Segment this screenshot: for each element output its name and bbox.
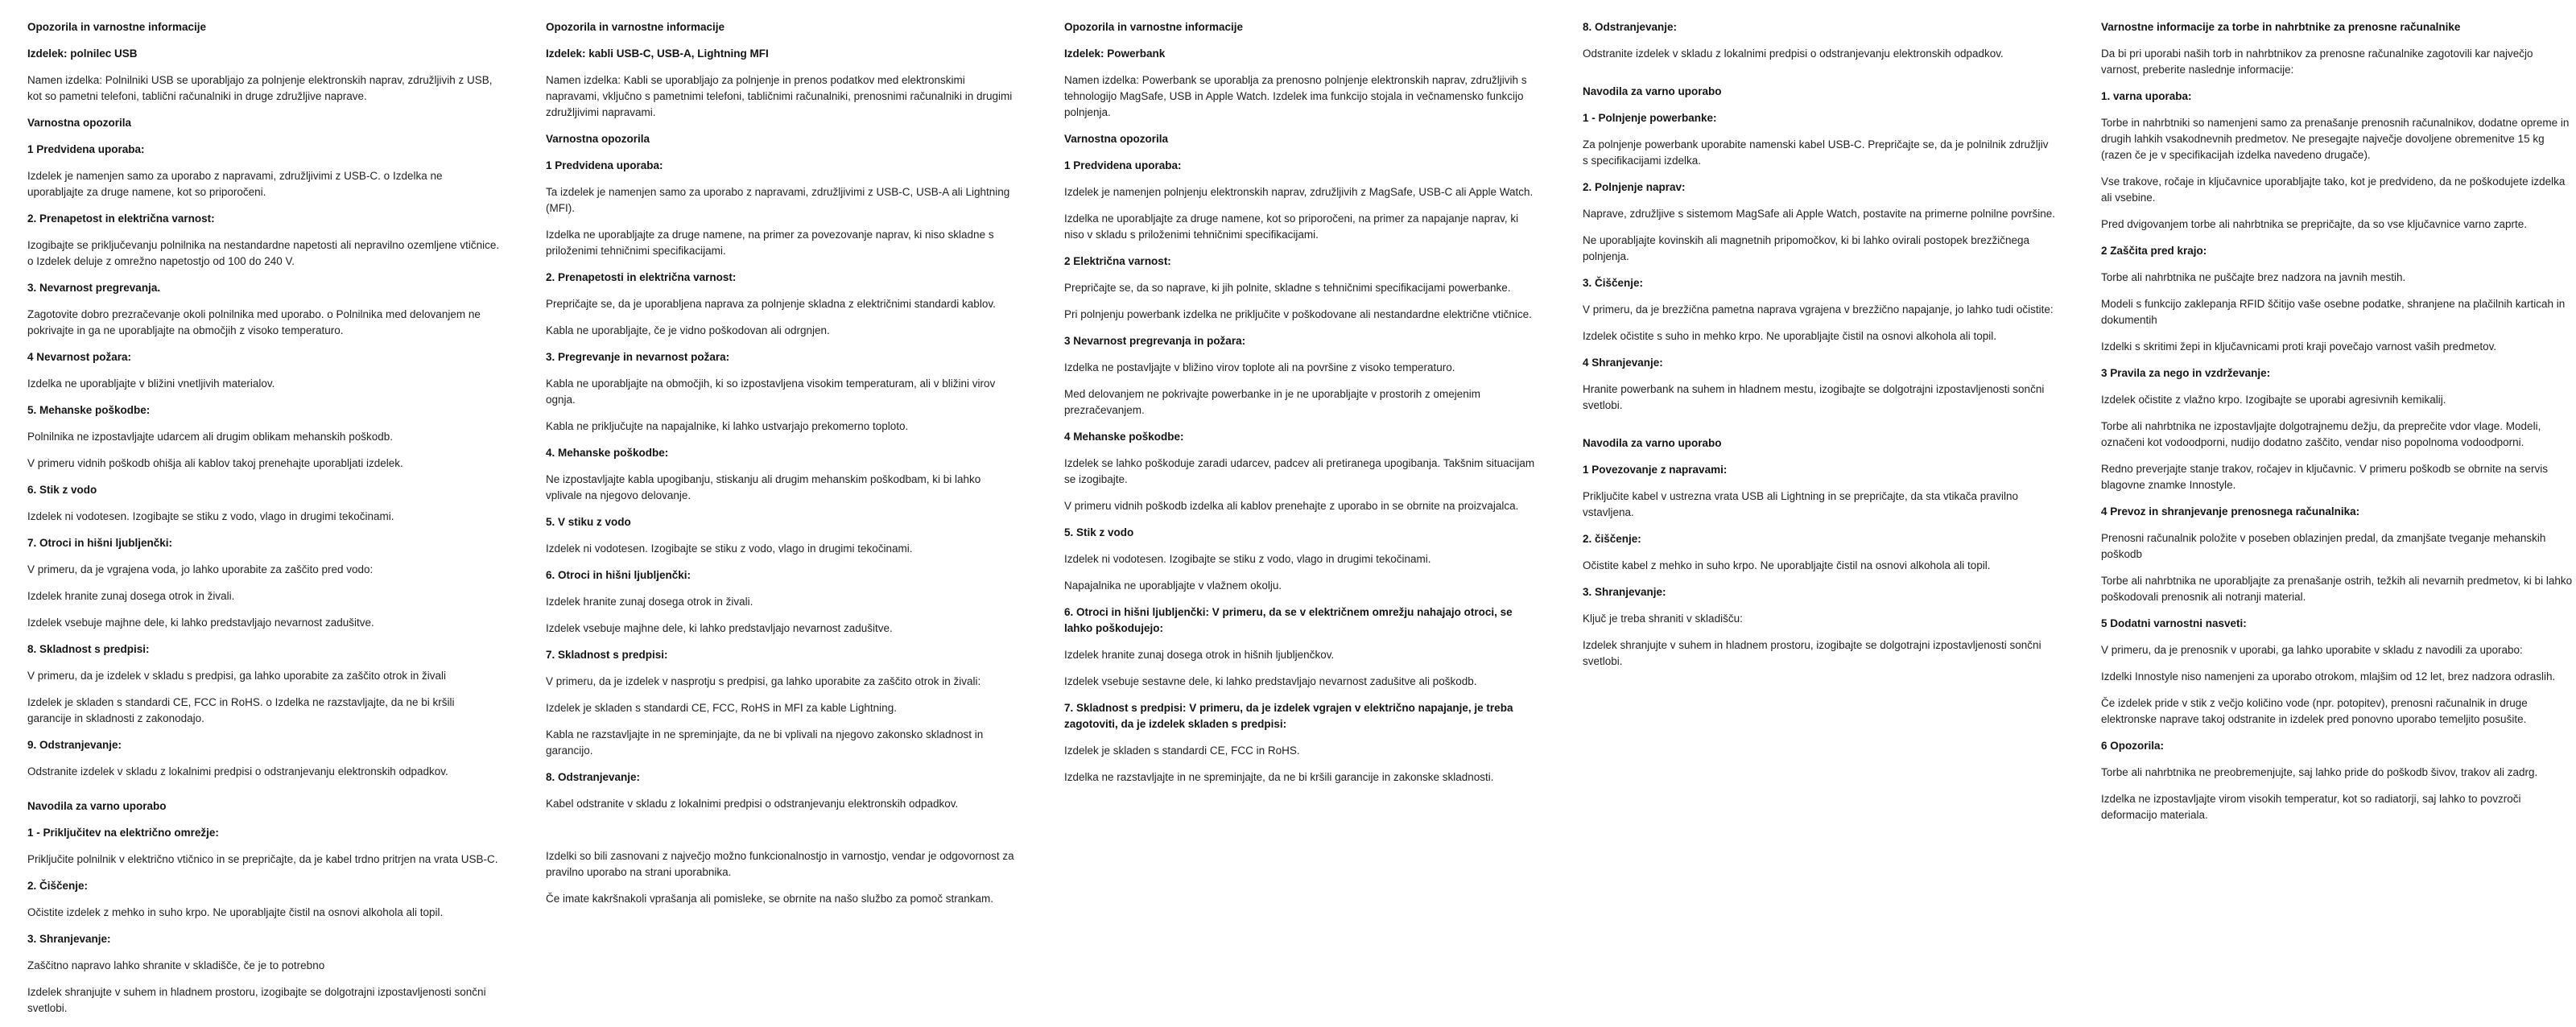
column-cables xyxy=(546,19,1019,918)
paragraph: Očistite kabel z mehko in suho krpo. Ne uporabljajte čistil na osnovi alkohola ali topil. xyxy=(1583,559,1991,571)
paragraph: V primeru vidnih poškodb ohišja ali kablov takoj prenehajte uporabljati izdelek. xyxy=(27,457,403,469)
paragraph: Torbe ali nahrbtnika ne preobremenjujte, saj lahko pride do poškodb šivov, trakov ali zadrg. xyxy=(2101,766,2538,778)
section-heading: 4 Mehanske poškodbe: xyxy=(1064,431,1184,443)
paragraph: Priključite polnilnik v električno vtičnico in se prepričajte, da je kabel trdno pritrjen na vrata USB-C. xyxy=(27,853,498,865)
section-heading: 1 Predvidena uporaba: xyxy=(27,143,145,155)
section-heading: Navodila za varno uporabo xyxy=(1583,437,1722,449)
section-heading: 4 Shranjevanje: xyxy=(1583,357,1663,369)
column-powerbank-usage xyxy=(1583,19,2056,680)
section-heading: 1 - Priključitev na električno omrežje: xyxy=(27,827,219,839)
section-heading: 1 Predvidena uporaba: xyxy=(1064,159,1182,171)
section-heading: 4. Mehanske poškodbe: xyxy=(546,447,669,459)
section-heading: 3. Nevarnost pregrevanja. xyxy=(27,282,161,294)
paragraph: Izdelek je skladen s standardi CE, FCC in RoHS. xyxy=(1064,744,1300,757)
section-heading: 1 Povezovanje z napravami: xyxy=(1583,464,1728,476)
section-heading: Opozorila in varnostne informacije xyxy=(27,21,207,33)
section-heading: Varnostna opozorila xyxy=(1064,133,1169,145)
paragraph: Izdelek očistite s suho in mehko krpo. Ne uporabljajte čistil na osnovi alkohola ali topil. xyxy=(1583,330,1997,342)
paragraph: Namen izdelka: Kabli se uporabljajo za polnjenje in prenos podatkov med elektronskimi napravami, vključno s pametnimi telefoni, tabličnimi računalniki, prenosnimi računalniki in drugimi združljivimi napravami. xyxy=(546,74,1013,118)
paragraph: Kabla ne uporabljajte, če je vidno poškodovan ali odrgnjen. xyxy=(546,324,830,336)
paragraph: Torbe ali nahrbtnika ne puščajte brez nadzora na javnih mestih. xyxy=(2101,271,2406,283)
section-heading: 1. varna uporaba: xyxy=(2101,90,2192,102)
paragraph: Izdelek je skladen s standardi CE, FCC, RoHS in MFI za kable Lightning. xyxy=(546,702,897,714)
vertical-spacer xyxy=(1583,424,2056,435)
paragraph: Izdelek je namenjen polnjenju elektronskih naprav, združljivih z MagSafe, USB-C ali Apple Watch. xyxy=(1064,186,1534,198)
section-heading: 2. Polnjenje naprav: xyxy=(1583,181,1686,193)
paragraph: Namen izdelka: Powerbank se uporablja za prenosno polnjenje elektronskih naprav, združljivih s tehnologijo MagSafe, USB in Apple Watch. Izdelek ima funkcijo stojala in večnamensko funkcijo polnjenja. xyxy=(1064,74,1527,118)
section-heading: 3. Čiščenje: xyxy=(1583,277,1644,289)
paragraph: Torbe in nahrbtniki so namenjeni samo za prenašanje prenosnih računalnikov, dodatne opreme in drugih lahkih vsakodnevnih predmetov. Ne presegajte največje dovoljene obremenitve 15 kg (razen če je v specifikacijah izdelka navedeno drugače). xyxy=(2101,117,2570,161)
section-heading: 8. Odstranjevanje: xyxy=(1583,21,1678,33)
paragraph: Za polnjenje powerbank uporabite namenski kabel USB-C. Prepričajte se, da je polnilnik združljiv s specifikacijami izdelka. xyxy=(1583,138,2049,167)
paragraph: Zagotovite dobro prezračevanje okoli polnilnika med uporabo. o Polnilnika med delovanjem ne pokrivajte in ga ne uporabljajte na območjih z visoko temperaturo. xyxy=(27,308,481,336)
paragraph: Očistite izdelek z mehko in suho krpo. Ne uporabljajte čistil na osnovi alkohola ali topil. xyxy=(27,906,444,918)
section-heading: 6. Otroci in hišni ljubljenčki: xyxy=(546,569,691,581)
section-heading: 2 Zaščita pred krajo: xyxy=(2101,245,2207,257)
section-heading: 2. Čiščenje: xyxy=(27,880,89,892)
paragraph: Izdelek ni vodotesen. Izogibajte se stiku z vodo, vlago in drugimi tekočinami. xyxy=(546,542,913,555)
section-heading: Opozorila in varnostne informacije xyxy=(546,21,725,33)
paragraph: Izdelek ni vodotesen. Izogibajte se stiku z vodo, vlago in drugimi tekočinami. xyxy=(1064,553,1431,565)
section-heading: 3. Shranjevanje: xyxy=(27,933,111,945)
section-heading: 7. Otroci in hišni ljubljenčki: xyxy=(27,537,173,549)
paragraph: Hranite powerbank na suhem in hladnem mestu, izogibajte se dolgotrajni izpostavljenosti sončni svetlobi. xyxy=(1583,383,2045,411)
paragraph: Kabla ne razstavljajte in ne spreminjajte, da ne bi vplivali na njegovo zakonsko skladnost in garancijo. xyxy=(546,728,984,757)
section-heading: 7. Skladnost s predpisi: V primeru, da je izdelek vgrajen v električno napajanje, je treba zagotoviti, da je izdelek skladen s predpisi: xyxy=(1064,702,1513,730)
paragraph: Priključite kabel v ustrezna vrata USB ali Lightning in se prepričajte, da sta vtikača pravilno vstavljena. xyxy=(1583,490,2019,518)
paragraph: Izdelki Innostyle niso namenjeni za uporabo otrokom, mlajšim od 12 let, brez nadzora odraslih. xyxy=(2101,670,2556,683)
paragraph: Redno preverjajte stanje trakov, ročajev in ključavnic. V primeru poškodb se obrnite na servis blagovne znamke Innostyle. xyxy=(2101,463,2549,491)
column-charger-usb xyxy=(27,19,501,1027)
section-heading: Izdelek: polnilec USB xyxy=(27,47,138,60)
paragraph: V primeru, da je brezžična pametna naprava vgrajena v brezžično napajanje, jo lahko tudi očistite: xyxy=(1583,303,2054,316)
paragraph: Izdelki s skritimi žepi in ključavnicami proti kraji povečajo varnost vaših predmetov. xyxy=(2101,340,2497,353)
paragraph: Izdelka ne uporabljajte v bližini vnetljivih materialov. xyxy=(27,377,275,390)
paragraph: Izdelka ne postavljajte v bližino virov toplote ali na površine z visoko temperaturo. xyxy=(1064,361,1455,373)
section-heading: 2. čiščenje: xyxy=(1583,533,1641,545)
paragraph: Izdelka ne uporabljajte za druge namene, na primer za povezovanje naprav, ki niso skladne s priloženimi tehničnimi specifikacijami. xyxy=(546,229,994,257)
section-heading: 3 Nevarnost pregrevanja in požara: xyxy=(1064,335,1246,347)
paragraph: Da bi pri uporabi naših torb in nahrbtnikov za prenosne računalnike zagotovili kar največjo varnost, preberite naslednje informacije: xyxy=(2101,47,2533,76)
paragraph: Ne izpostavljajte kabla upogibanju, stiskanju ali drugim mehanskim poškodbam, ki bi lahko vplivale na njegovo delovanje. xyxy=(546,473,981,501)
paragraph: Izdelek očistite z vlažno krpo. Izogibajte se uporabi agresivnih kemikalij. xyxy=(2101,394,2446,406)
paragraph: Izdelek shranjujte v suhem in hladnem prostoru, izogibajte se dolgotrajni izpostavljenosti sončni svetlobi. xyxy=(27,986,486,1014)
paragraph: Izdelek je skladen s standardi CE, FCC in RoHS. o Izdelka ne razstavljajte, da ne bi kršili garancije in skladnosti z zakonodajo. xyxy=(27,696,455,724)
paragraph: Ključ je treba shraniti v skladišču: xyxy=(1583,612,1743,625)
section-heading: 1 - Polnjenje powerbanke: xyxy=(1583,112,1717,124)
paragraph: Izdelka ne uporabljajte za druge namene, kot so priporočeni, na primer za napajanje naprav, ki niso v skladu s priloženimi tehničnimi specifikacijami. xyxy=(1064,212,1519,241)
section-heading: 5. V stiku z vodo xyxy=(546,516,631,528)
section-heading: 6. Stik z vodo xyxy=(27,484,97,496)
paragraph: Izdelek hranite zunaj dosega otrok in živali. xyxy=(27,590,235,602)
paragraph: Izdelka ne izpostavljajte virom visokih temperatur, kot so radiatorji, saj lahko to povzroči deformacijo materiala. xyxy=(2101,793,2521,821)
paragraph: Pri polnjenju powerbank izdelka ne priključite v poškodovane ali nestandardne električne vtičnice. xyxy=(1064,308,1532,320)
paragraph: Izdelek shranjujte v suhem in hladnem prostoru, izogibajte se dolgotrajni izpostavljenosti sončni svetlobi. xyxy=(1583,639,2041,667)
paragraph: Izdelka ne razstavljajte in ne spreminjajte, da ne bi kršili garancije in zakonske skladnosti. xyxy=(1064,771,1494,783)
section-heading: Navodila za varno uporabo xyxy=(27,800,167,812)
section-heading: 4 Nevarnost požara: xyxy=(27,351,132,363)
vertical-spacer xyxy=(27,790,501,798)
section-heading: 5 Dodatni varnostni nasveti: xyxy=(2101,617,2247,629)
paragraph: Prepričajte se, da je uporabljena naprava za polnjenje skladna z električnimi standardi kablov. xyxy=(546,298,996,310)
section-heading: Varnostna opozorila xyxy=(546,133,650,145)
paragraph: Napajalnika ne uporabljajte v vlažnem okolju. xyxy=(1064,579,1282,592)
section-heading: 6. Otroci in hišni ljubljenčki: V primeru, da se v električnem omrežju nahajajo otroci, se lahko poškodujejo: xyxy=(1064,606,1513,634)
paragraph: Med delovanjem ne pokrivajte powerbanke in je ne uporabljajte v prostorih z omejenim prezračevanjem. xyxy=(1064,388,1481,416)
paragraph: Če izdelek pride v stik z večjo količino vode (npr. potopitev), prenosni računalnik in druge elektronske naprave takoj odstranite in izdelek pred ponovno uporabo temeljito posušite. xyxy=(2101,697,2528,725)
paragraph: Izdelek je namenjen samo za uporabo z napravami, združljivimi z USB-C. o Izdelka ne uporabljajte za druge namene, kot so priporočeni. xyxy=(27,170,443,198)
paragraph: Izdelki so bili zasnovani z največjo možno funkcionalnostjo in varnostjo, vendar je odgovornost za pravilno uporabo na strani uporabnika. xyxy=(546,850,1014,878)
paragraph: Kabla ne uporabljajte na območjih, ki so izpostavljena visokim temperaturam, ali v bližini virov ognja. xyxy=(546,377,996,406)
paragraph: Odstranite izdelek v skladu z lokalnimi predpisi o odstranjevanju elektronskih odpadkov. xyxy=(27,765,448,777)
paragraph: V primeru, da je prenosnik v uporabi, ga lahko uporabite v skladu z navodili za uporabo: xyxy=(2101,644,2523,656)
section-heading: 8. Skladnost s predpisi: xyxy=(27,643,150,655)
paragraph: Naprave, združljive s sistemom MagSafe ali Apple Watch, postavite na primerne polnilne površine. xyxy=(1583,208,2056,220)
section-heading: 5. Mehanske poškodbe: xyxy=(27,404,151,416)
vertical-spacer xyxy=(546,823,1019,848)
section-heading: 3 Pravila za nego in vzdrževanje: xyxy=(2101,367,2271,379)
paragraph: Namen izdelka: Polnilniki USB se uporabljajo za polnjenje elektronskih naprav, združljivih z USB, kot so pametni telefoni, tablični računalniki in druge združljive naprave. xyxy=(27,74,493,102)
section-heading: 2 Električna varnost: xyxy=(1064,255,1171,267)
section-heading: 6 Opozorila: xyxy=(2101,740,2165,752)
section-heading: 3. Shranjevanje: xyxy=(1583,586,1666,598)
paragraph: Pred dvigovanjem torbe ali nahrbtnika se prepričajte, da so vse ključavnice varno zaprte. xyxy=(2101,218,2528,230)
paragraph: Prepričajte se, da so naprave, ki jih polnite, skladne s tehničnimi specifikacijami powerbanke. xyxy=(1064,282,1511,294)
section-heading: 8. Odstranjevanje: xyxy=(546,771,641,783)
section-heading: 5. Stik z vodo xyxy=(1064,526,1134,538)
section-heading: 3. Pregrevanje in nevarnost požara: xyxy=(546,351,730,363)
paragraph: Izdelek se lahko poškoduje zaradi udarcev, padcev ali pretiranega upogibanja. Takšnim situacijam se izogibajte. xyxy=(1064,457,1535,485)
paragraph: Če imate kakršnakoli vprašanja ali pomisleke, se obrnite na našo službo za pomoč strankam. xyxy=(546,893,994,905)
section-heading: Izdelek: kabli USB-C, USB-A, Lightning MFI xyxy=(546,47,769,60)
paragraph: V primeru vidnih poškodb izdelka ali kablov prenehajte z uporabo in se obrnite na proizvajalca. xyxy=(1064,500,1519,512)
paragraph: Izdelek hranite zunaj dosega otrok in živali. xyxy=(546,596,753,608)
paragraph: Izdelek hranite zunaj dosega otrok in hišnih ljubljenčkov. xyxy=(1064,649,1335,661)
paragraph: Ta izdelek je namenjen samo za uporabo z napravami, združljivimi z USB-C, USB-A ali Lightning (MFI). xyxy=(546,186,1010,214)
paragraph: Odstranite izdelek v skladu z lokalnimi predpisi o odstranjevanju elektronskih odpadkov. xyxy=(1583,47,2004,60)
paragraph: Izdelek ni vodotesen. Izogibajte se stiku z vodo, vlago in drugimi tekočinami. xyxy=(27,510,394,522)
paragraph: Torbe ali nahrbtnika ne izpostavljajte dolgotrajnemu dežju, da preprečite vdor vlage. Modeli, označeni kot vodoodporni, nudijo dodatno zaščito, vendar niso popolnoma vodoodporni. xyxy=(2101,420,2541,448)
section-heading: Navodila za varno uporabo xyxy=(1583,85,1722,97)
section-heading: 1 Predvidena uporaba: xyxy=(546,159,663,171)
paragraph: Vse trakove, ročaje in ključavnice uporabljajte tako, kot je predvideno, da ne poškodujete izdelka ali vsebine. xyxy=(2101,175,2566,204)
paragraph: Kabla ne priključujte na napajalnike, ki lahko ustvarjajo prekomerno toploto. xyxy=(546,420,909,432)
paragraph: V primeru, da je vgrajena voda, jo lahko uporabite za zaščito pred vodo: xyxy=(27,563,374,575)
section-heading: 7. Skladnost s predpisi: xyxy=(546,649,668,661)
paragraph: Torbe ali nahrbtnika ne uporabljajte za prenašanje ostrih, težkih ali nevarnih predmetov, ki bi lahko poškodovali prenosnik ali notranji material. xyxy=(2101,575,2573,603)
section-heading: 2. Prenapetost in električna varnost: xyxy=(27,212,215,225)
section-heading: 9. Odstranjevanje: xyxy=(27,739,122,751)
section-heading: Varnostna opozorila xyxy=(27,117,132,129)
paragraph: Izdelek vsebuje majhne dele, ki lahko predstavljajo nevarnost zadušitve. xyxy=(27,617,374,629)
paragraph: Izogibajte se priključevanju polnilnika na nestandardne napetosti ali nepravilno ozemljene vtičnice. o Izdelek deluje z omrežno napetostjo od 100 do 240 V. xyxy=(27,239,500,267)
vertical-spacer xyxy=(1583,72,2056,84)
section-heading: Varnostne informacije za torbe in nahrbtnike za prenosne računalnike xyxy=(2101,21,2461,33)
section-heading: 4 Prevoz in shranjevanje prenosnega računalnika: xyxy=(2101,505,2360,518)
paragraph: Izdelek vsebuje sestavne dele, ki lahko predstavljajo nevarnost zadušitve ali poškodb. xyxy=(1064,675,1477,687)
paragraph: V primeru, da je izdelek v nasprotju s predpisi, ga lahko uporabite za zaščito otrok in živali: xyxy=(546,675,981,687)
paragraph: Modeli s funkcijo zaklepanja RFID ščitijo vaše osebne podatke, shranjene na plačilnih karticah in dokumentih xyxy=(2101,298,2566,326)
paragraph: Polnilnika ne izpostavljajte udarcem ali drugim oblikam mehanskih poškodb. xyxy=(27,431,393,443)
column-laptop-bags xyxy=(2101,19,2574,834)
paragraph: Zaščitno napravo lahko shranite v skladišče, če je to potrebno xyxy=(27,959,325,971)
section-heading: 2. Prenapetosti in električna varnost: xyxy=(546,271,737,283)
section-heading: Izdelek: Powerbank xyxy=(1064,47,1166,60)
paragraph: Izdelek vsebuje majhne dele, ki lahko predstavljajo nevarnost zadušitve. xyxy=(546,622,893,634)
paragraph: V primeru, da je izdelek v skladu s predpisi, ga lahko uporabite za zaščito otrok in živali xyxy=(27,670,447,682)
paragraph: Kabel odstranite v skladu z lokalnimi predpisi o odstranjevanju elektronskih odpadkov. xyxy=(546,798,959,810)
paragraph: Ne uporabljajte kovinskih ali magnetnih pripomočkov, ki bi lahko ovirali postopek brezžičnega polnjenja. xyxy=(1583,234,2030,262)
section-heading: Opozorila in varnostne informacije xyxy=(1064,21,1244,33)
column-powerbank xyxy=(1064,19,1538,796)
paragraph: Prenosni računalnik položite v poseben oblazinjen predal, da zmanjšate tveganje mehanskih poškodb xyxy=(2101,532,2546,560)
